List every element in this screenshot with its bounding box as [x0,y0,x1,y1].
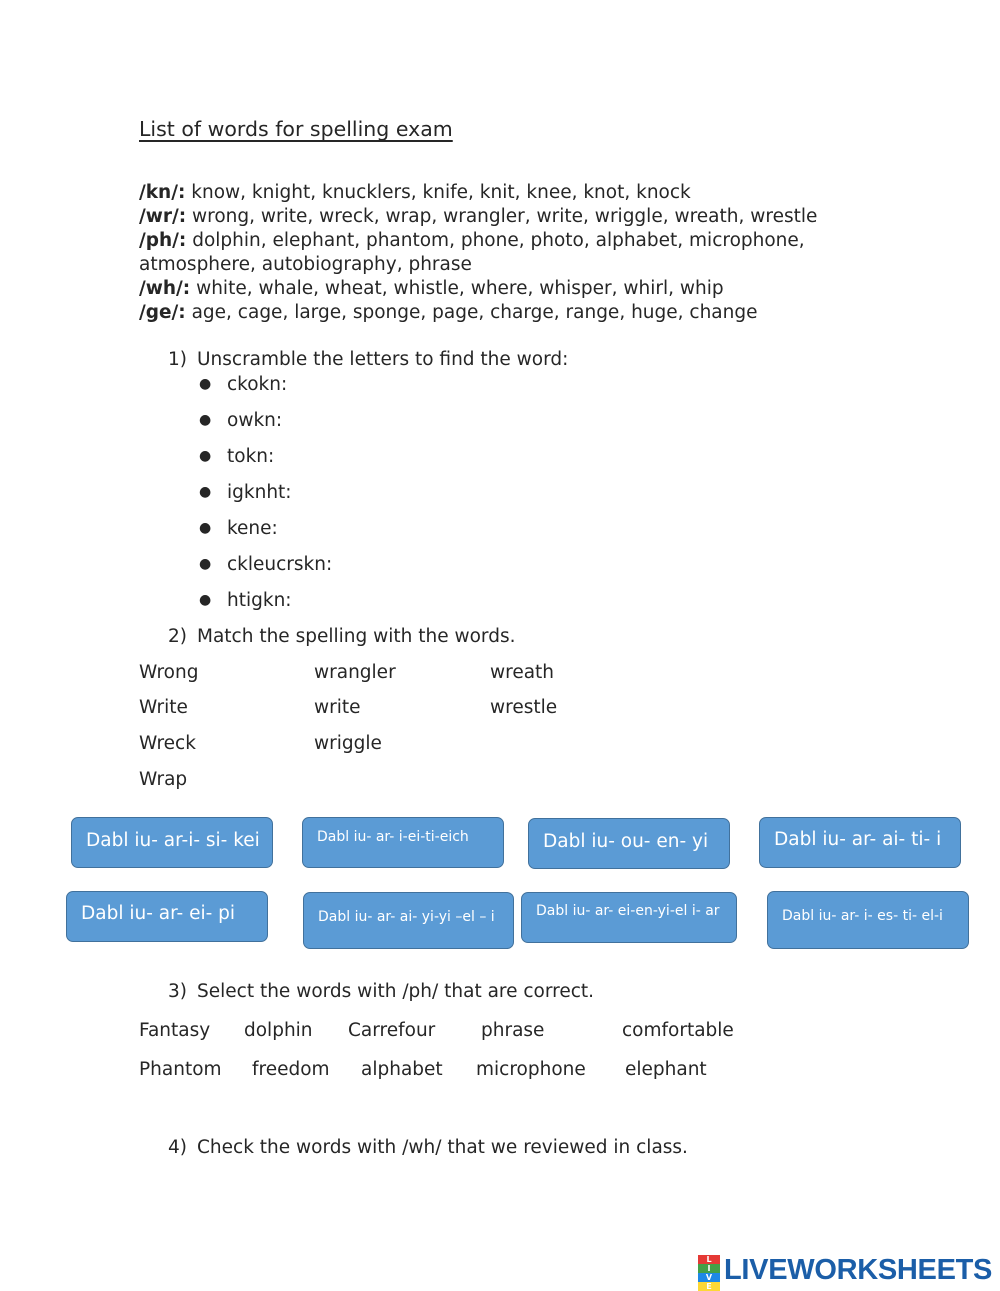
list-item [199,374,287,395]
list-item [199,518,278,539]
bullet-icon: ● [199,592,212,608]
scrambled-word: ckokn: [227,374,288,395]
question-number: 1) [168,349,187,370]
select-word[interactable]: freedom [252,1059,330,1080]
bullet-icon: ● [199,484,212,500]
select-word[interactable]: Phantom [139,1059,222,1080]
scrambled-word: owkn: [227,410,283,431]
select-word[interactable]: alphabet [361,1059,443,1080]
bullet-icon: ● [199,412,212,428]
question-number: 3) [168,981,187,1002]
select-word[interactable]: Carrefour [348,1020,436,1041]
live-logo-icon: L I V E [698,1255,720,1285]
match-word: wreath [490,662,555,683]
rule-text: know, knight, knucklers, knife, knit, knee, knot, knock [185,182,691,203]
select-word[interactable]: microphone [476,1059,586,1080]
select-word[interactable]: elephant [625,1059,707,1080]
bullet-icon: ● [199,448,212,464]
rule-text: age, cage, large, sponge, page, charge, range, huge, change [185,302,758,323]
spelling-drop-box[interactable]: Dabl iu- ar- ei-en-yi-el i- ar [521,892,737,943]
rule-text: atmosphere, autobiography, phrase [139,254,472,275]
rule-text: wrong, write, wreck, wrap, wrangler, write, wriggle, wreath, wrestle [186,206,818,227]
list-item [199,554,332,575]
question-3 [168,981,594,1002]
question-2 [168,626,515,647]
rule-label: /kn/: [139,182,186,203]
rule-ge [139,301,758,325]
scrambled-word: tokn: [227,446,275,467]
bullet-icon: ● [199,556,212,572]
scrambled-word: igknht: [227,482,292,503]
match-word: Write [139,697,188,718]
rule-kn [139,181,691,205]
rule-label: /wh/: [139,278,191,299]
list-item [199,446,274,467]
spelling-drop-box[interactable]: Dabl iu- ar- i- es- ti- el-i [767,891,969,949]
rule-text: white, whale, wheat, whistle, where, whisper, whirl, whip [190,278,724,299]
match-word: wriggle [314,733,382,754]
spelling-drop-box[interactable]: Dabl iu- ar- ai- yi-yi –el – i [303,892,514,949]
match-word: wrestle [490,697,558,718]
question-number: 4) [168,1137,187,1158]
spelling-drop-box[interactable]: Dabl iu- ar- i-ei-ti-eich [302,817,504,868]
select-word[interactable]: comfortable [622,1020,734,1041]
question-4 [168,1137,688,1158]
match-word: write [314,697,361,718]
match-word: Wrap [139,769,188,790]
select-word[interactable]: dolphin [244,1020,313,1041]
question-text: Check the words with /wh/ that we reviewed in class. [197,1137,688,1158]
rule-ph-continued [139,253,472,277]
match-word: Wrong [139,662,199,683]
logo-text: LIVEWORKSHEETS [724,1253,993,1286]
list-item [199,590,292,611]
spelling-drop-box[interactable]: Dabl iu- ar- ai- ti- i [759,817,961,868]
scrambled-word: htigkn: [227,590,292,611]
rule-ph [139,229,805,253]
scrambled-word: ckleucrskn: [227,554,333,575]
question-1 [168,349,568,370]
list-item [199,410,282,431]
rule-label: /wr/: [139,206,187,227]
rule-label: /ph/: [139,230,187,251]
select-word[interactable]: Fantasy [139,1020,211,1041]
rule-text: dolphin, elephant, phantom, phone, photo, alphabet, microphone, [186,230,805,251]
list-item [199,482,292,503]
question-text: Unscramble the letters to find the word: [197,349,569,370]
question-number: 2) [168,626,187,647]
spelling-drop-box[interactable]: Dabl iu- ar- ei- pi [66,891,268,942]
page-title: List of words for spelling exam [139,117,453,141]
liveworksheets-logo[interactable] [698,1253,993,1291]
question-text: Match the spelling with the words. [197,626,516,647]
scrambled-word: kene: [227,518,278,539]
spelling-drop-box[interactable]: Dabl iu- ar-i- si- kei [71,817,273,868]
match-word: Wreck [139,733,196,754]
bullet-icon: ● [199,376,212,392]
question-text: Select the words with /ph/ that are correct. [197,981,595,1002]
spelling-drop-box[interactable]: Dabl iu- ou- en- yi [528,818,730,869]
rule-wh [139,277,724,301]
rule-wr [139,205,817,229]
match-word: wrangler [314,662,396,683]
bullet-icon: ● [199,520,212,536]
rule-label: /ge/: [139,302,186,323]
select-word[interactable]: phrase [481,1020,545,1041]
